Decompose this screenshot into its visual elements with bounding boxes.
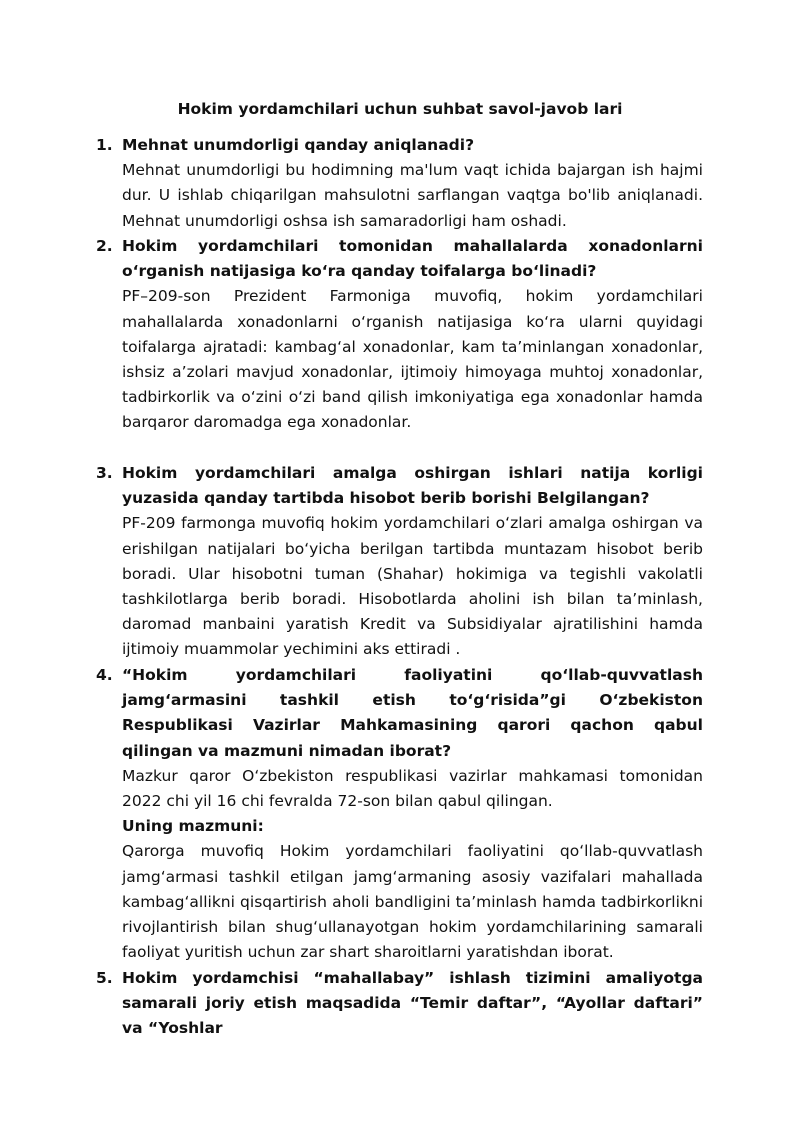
question-text: Hokim yordamchilari tomonidan mahallalarda xonadonlarni o‘rganish natijasiga ko‘ra qanday toifalarga bo‘linadi? <box>122 237 703 281</box>
question-text: Hokim yordamchisi “mahallabay” ishlash tizimini amaliyotga samarali joriy etish maqsadida “Temir daftar”, “Ayollar daftari” va “Yoshlar <box>122 969 703 1038</box>
qa-item-2 <box>96 234 703 436</box>
qa-item-5 <box>96 966 703 1042</box>
answer-text-continued: Qarorga muvofiq Hokim yordamchilari faoliyatini qoʻllab-quvvatlash jamgʻarmasi tashkil etilgan jamgʻarmaning asosiy vazifalari mahallada kambagʻallikni qisqartirish aholi bandligini taʼminlash hamda tadbirkorlikni rivojlantirish bilan shugʻullanayotgan hokim yordamchilarining samarali faoliyat yuritish uchun zar shart sharoitlarni yaratishdan iborat. <box>122 842 703 962</box>
question-text: Hokim yordamchilari amalga oshirgan ishlari natija korligi yuzasida qanday tartibda hisobot berib borishi Belgilangan? <box>122 464 703 508</box>
question-text: “Hokim yordamchilari faoliyatini qo‘llab-quvvatlash jamg‘armasini tashkil etish to‘g‘risida”gi O‘zbekiston Respublikasi Vazirlar Mahkamasining qarori qachon qabul qilingan va mazmuni nimadan iborat? <box>122 666 703 760</box>
answer-text: Mehnat unumdorligi bu hodimning ma'lum vaqt ichida bajargan ish hajmi dur. U ishlab chiqarilgan mahsulotni sarflangan vaqtga bo'lib aniqlanadi. Mehnat unumdorligi oshsa ish samaradorligi ham oshadi. <box>122 161 703 230</box>
question-text: Mehnat unumdorligi qanday aniqlanadi? <box>122 136 475 154</box>
item-number: 2. <box>96 237 113 255</box>
item-number: 3. <box>96 464 113 482</box>
answer-text: PF–209-son Prezident Farmoniga muvofiq, hokim yordamchilari mahallalarda xonadonlarni o‘rganish natijasiga ko‘ra ularni quyidagi toifalarga ajratadi: kambag‘al xonadonlar, kam ta’minlangan xonadonlar, ishsiz a’zolari mavjud xonadonlar, ijtimoiy himoyaga muhtoj xonadonlar, tadbirkorlik va o‘zini o‘zi band qilish imkoniyatiga ega xonadonlar hamda barqaror daromadga ega xonadonlar. <box>122 287 703 432</box>
item-number: 5. <box>96 969 113 987</box>
item-number: 1. <box>96 136 113 154</box>
qa-item-1 <box>96 133 703 234</box>
qa-item-3 <box>96 461 703 663</box>
answer-text: PF-209 farmonga muvofiq hokim yordamchilari oʻzlari amalga oshirgan va erishilgan natijalari boʻyicha berilgan tartibda muntazam hisobot berib boradi. Ular hisobotni tuman (Shahar) hokimiga va tegishli vakolatli tashkilotlarga berib boradi. Hisobotlarda aholini ish bilan taʼminlash, daromad manbaini yaratish Kredit va Subsidiyalar ajratilishini hamda ijtimoiy muammolar yechimini aks ettiradi . <box>122 514 703 659</box>
answer-subheading: Uning mazmuni: <box>122 817 264 836</box>
item-number: 4. <box>96 666 113 684</box>
answer-text: Mazkur qaror Oʻzbekiston respublikasi vazirlar mahkamasi tomonidan 2022 chi yil 16 chi fevralda 72-son bilan qabul qilingan. <box>122 766 703 811</box>
page-title: Hokim yordamchilari uchun suhbat savol-javob lari <box>177 100 623 118</box>
qa-body <box>122 234 703 436</box>
qa-body <box>122 133 703 234</box>
qa-body <box>122 966 703 1042</box>
qa-body <box>122 461 703 663</box>
qa-item-4 <box>96 663 703 965</box>
qa-body <box>122 663 703 965</box>
